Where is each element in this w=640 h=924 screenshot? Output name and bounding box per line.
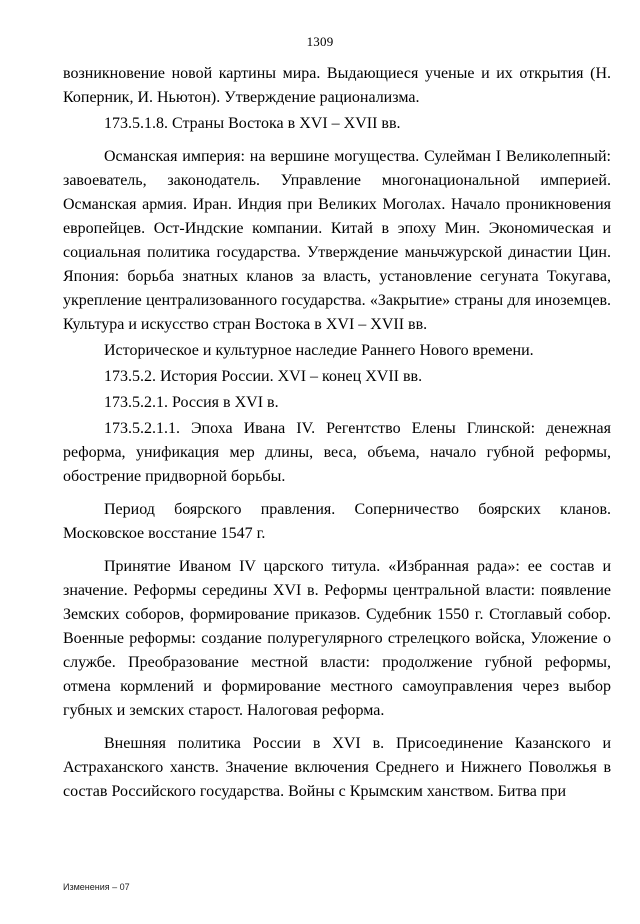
paragraph-ivan-iv-era: 173.5.2.1.1. Эпоха Ивана IV. Регентство Елены Глинской: денежная реформа, унификация мер длины, веса, объема, начало губной реформы, обострение придворной борьбы. bbox=[63, 420, 611, 485]
document-body bbox=[63, 62, 611, 804]
section-heading-eastern-countries: 173.5.1.8. Страны Востока в XVI – XVII вв. bbox=[104, 115, 401, 132]
paragraph-continuation: возникновение новой картины мира. Выдающиеся ученые и их открытия (Н. Коперник, И. Ньютон). Утверждение рационализма. bbox=[63, 65, 611, 106]
page-number: 1309 bbox=[306, 34, 334, 49]
paragraph-early-modern-heritage: Историческое и культурное наследие Раннего Нового времени. bbox=[104, 342, 534, 359]
page-footer: Изменения – 07 bbox=[63, 882, 130, 892]
paragraph-boyar-rule: Период боярского правления. Соперничество боярских кланов. Московское восстание 1547 г. bbox=[63, 501, 611, 542]
paragraph-foreign-policy: Внешняя политика России в XVI в. Присоединение Казанского и Астраханского ханств. Значение включения Среднего и Нижнего Поволжья в состав Российского государства. Войны с Крымским ханством. Битва при bbox=[63, 735, 611, 800]
section-heading-russia-16th-century: 173.5.2.1. Россия в XVI в. bbox=[104, 394, 279, 411]
paragraph-ottoman-empire: Османская империя: на вершине могущества. Сулейман I Великолепный: завоеватель, законодатель. Управление многонациональной империей. Османская армия. Иран. Индия при Великих Моголах. Начало проникновения европейцев. Ост-Индские компании. Китай в эпоху Мин. Экономическая и социальная политика государства. Утверждение маньчжурской династии Цин. Япония: борьба знатных кланов за власть, установление сегуната Токугава, укрепление централизованного государства. «Закрытие» страны для иноземцев. Культура и искусство стран Востока в XVI – XVII вв. bbox=[63, 148, 611, 333]
paragraph-tsar-title-reforms: Принятие Иваном IV царского титула. «Избранная рада»: ее состав и значение. Реформы середины XVI в. Реформы центральной власти: появление Земских соборов, формирование приказов. Судебник 1550 г. Стоглавый собор. Военные реформы: создание полурегулярного стрелецкого войска, Уложение о службе. Преобразование местной власти: продолжение губной реформы, отмена кормлений и формирование местного самоуправления через выбор губных и земских старост. Налоговая реформа. bbox=[63, 558, 611, 719]
section-heading-russian-history: 173.5.2. История России. XVI – конец XVII вв. bbox=[104, 368, 423, 385]
